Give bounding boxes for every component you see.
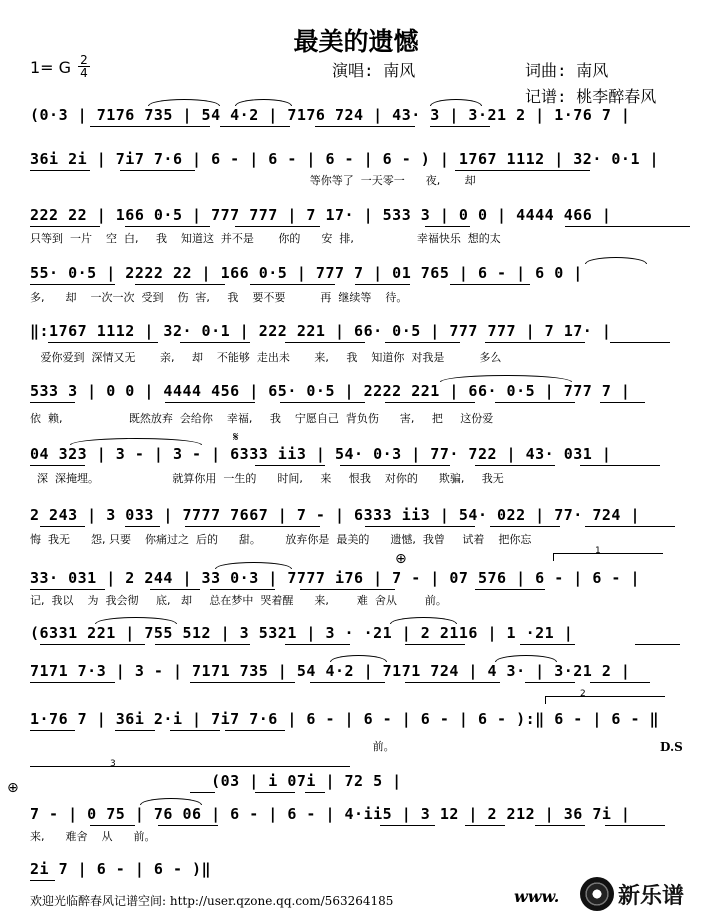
music-line-15: 2i 7 | 6 - | 6 - )‖ <box>30 860 212 878</box>
record-disc-icon <box>580 877 614 911</box>
volta-line <box>553 553 663 554</box>
score-title: 最美的遗憾 <box>293 27 419 56</box>
site-logo <box>574 871 712 919</box>
underline-group <box>30 170 690 171</box>
underline-group <box>30 644 690 645</box>
key-signature: 1= G <box>30 58 72 77</box>
volta-bracket <box>545 696 546 704</box>
underline-group <box>30 126 690 127</box>
music-line-12: 1·76 7 | 36i 2·i | 7i7 7·6 | 6 - | 6 - | 6 - | 6 - ):‖ 6 - | 6 - ‖ <box>30 710 660 728</box>
volta-number: 1 <box>595 546 601 556</box>
music-line-2: 36i 2i | 7i7 7·6 | 6 - | 6 - | 6 - | 6 - ) | 1767 1112 | 32· 0·1 | <box>30 150 660 168</box>
tie <box>215 562 292 569</box>
meter-top: 2 <box>80 53 88 67</box>
music-line-10: (6331 221 | 755 512 | 3 5321 | 3 · ·21 | 2 2116 | 1 ·21 | <box>30 624 574 642</box>
music-line-9: 33· 031 | 2 244 | 33 0·3 | 7777 i76 | 7 - | 07 576 | 6 - | 6 - | <box>30 569 640 587</box>
music-line-3: 222 22 | 166 0·5 | 777 777 | 7 17· | 533 3 | 0 0 | 4444 466 | <box>30 206 612 224</box>
tie <box>140 798 202 805</box>
tie <box>585 257 647 264</box>
logo-text: 新乐谱 <box>618 884 685 909</box>
volta-number: 2 <box>580 689 586 699</box>
singer-credit: 演唱: 南风 <box>332 61 416 80</box>
tie <box>95 617 177 624</box>
underline-group <box>30 825 690 826</box>
music-line-6: 533 3 | 0 0 | 4444 456 | 65· 0·5 | 2222 221 | 66· 0·5 | 777 7 | <box>30 382 631 400</box>
time-signature <box>78 54 90 79</box>
lyric-line-3: 只等到 一片 空 白, 我 知道这 并不是 你的 安 排, 幸福快乐 想的太 <box>30 232 501 245</box>
tie <box>440 375 572 382</box>
music-line-13: (03 | i 07i | 72 5 | <box>30 772 402 790</box>
underline-group <box>30 284 690 285</box>
underline-group <box>30 465 690 466</box>
segno-mark: 𝄋 <box>233 430 239 445</box>
underline-group <box>30 589 690 590</box>
transcriber-credit: 记谱: 桃李醉春风 <box>525 87 657 106</box>
music-line-14: 7 - | 0 75 | 76 06 | 6 - | 6 - | 4·ii5 | 3 12 | 2 212 | 36 7i | <box>30 805 631 823</box>
ds-mark: D.S <box>660 740 683 754</box>
music-line-1: (0·3 | 7176 735 | 54 4·2 | 7176 724 | 43· 3 | 3·21 2 | 1·76 7 | <box>30 106 631 124</box>
underline-group <box>30 682 690 683</box>
volta-bracket <box>553 553 554 561</box>
underline-group <box>30 730 690 731</box>
tie <box>235 99 292 106</box>
underline-group <box>30 526 690 527</box>
lyric-line-8: 悔 我无 怨, 只要 你痛过之 后的 甜。 放弃你是 最美的 遗憾, 我曾 试着 把你忘 <box>30 533 532 546</box>
tie <box>430 99 482 106</box>
coda-mark: ⊕ <box>395 551 407 567</box>
music-line-5: ‖:1767 1112 | 32· 0·1 | 222 221 | 66· 0·5 | 777 777 | 7 17· | <box>30 322 612 340</box>
volta-line <box>30 766 350 767</box>
underline-group <box>30 792 690 793</box>
coda-mark: ⊕ <box>7 780 19 796</box>
lyric-line-12: 前。 <box>30 740 395 753</box>
footer-site-prefix: www. <box>514 887 560 906</box>
music-line-8: 2 243 | 3 033 | 7777 7667 | 7 - | 6333 ii3 | 54· 022 | 77· 724 | <box>30 506 640 524</box>
footer-website-text: 欢迎光临醉春风记谱空间: http://user.qzone.qq.com/563264185 <box>30 894 394 908</box>
music-line-7: 04 323 | 3 - | 3 - | 6333 ii3 | 54· 0·3 | 77· 722 | 43· 031 | <box>30 445 612 463</box>
underline-group <box>30 226 690 227</box>
tie <box>148 99 220 106</box>
lyric-line-5: 爱你爱到 深情又无 亲, 却 不能够 走出未 来, 我 知道你 对我是 多么 <box>30 351 502 364</box>
lyric-line-14: 来, 难舍 从 前。 <box>30 830 156 843</box>
tie <box>390 617 457 624</box>
lyric-line-2: 等你等了 一天零一 夜, 却 <box>30 174 476 187</box>
meter-bottom: 4 <box>80 66 88 80</box>
tie <box>495 655 557 662</box>
volta-number: 3 <box>110 759 116 769</box>
music-line-11: 7171 7·3 | 3 - | 7171 735 | 54 4·2 | 7171 724 | 4 3· | 3·21 2 | <box>30 662 631 680</box>
lyric-line-9: 记, 我以 为 我会彻 底, 却 总在梦中 哭着醒 来, 难 舍从 前。 <box>30 594 447 607</box>
lyric-line-7: 深 深掩埋。 就算你用 一生的 时间, 来 恨我 对你的 欺骗, 我无 <box>30 472 504 485</box>
tie <box>70 438 202 445</box>
volta-line <box>545 696 665 697</box>
underline-group <box>30 402 690 403</box>
lyric-line-4: 多, 却 一次一次 受到 伤 害, 我 要不要 再 继续等 待。 <box>30 291 408 304</box>
music-line-4: 55· 0·5 | 2222 22 | 166 0·5 | 777 7 | 01 765 | 6 - | 6 0 | <box>30 264 583 282</box>
lyric-line-6: 依 赖, 既然放弃 会给你 幸福, 我 宁愿自己 背负伤 害, 把 这份爱 <box>30 412 494 425</box>
composer-credit: 词曲: 南风 <box>525 61 609 80</box>
underline-group <box>30 342 690 343</box>
tie <box>330 655 387 662</box>
